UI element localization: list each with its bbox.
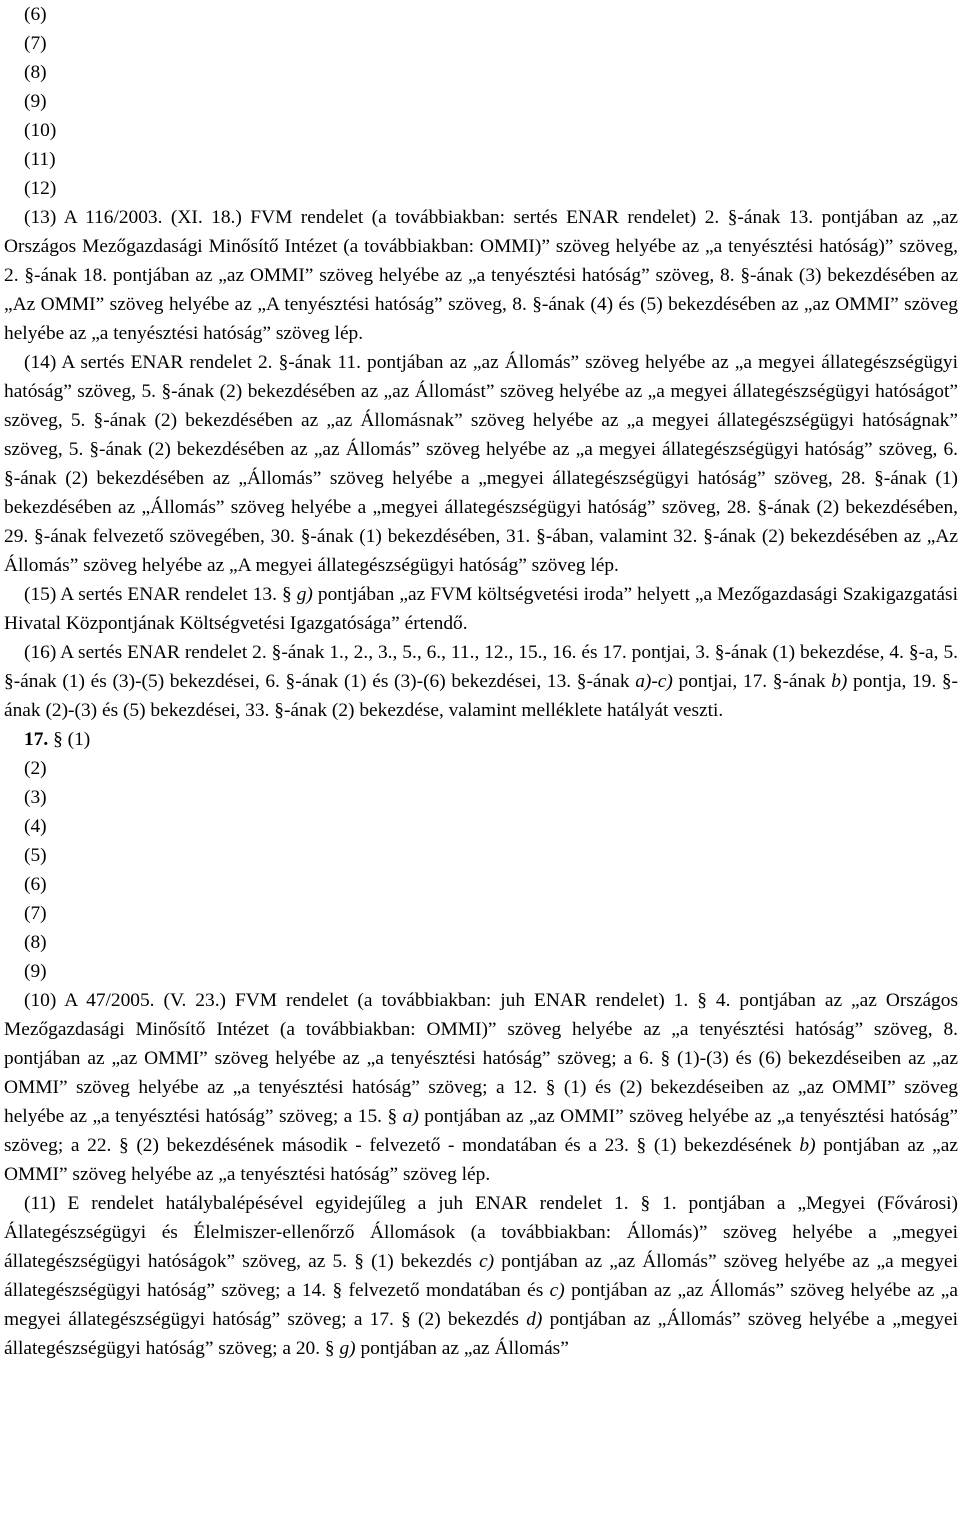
- paragraph-17-10-point-a: a): [402, 1106, 419, 1127]
- paragraph-17-11-point-c: c): [479, 1251, 495, 1272]
- paragraph-17-11-text-e: pontjában az „az Állomás”: [355, 1338, 569, 1359]
- paragraph-16: [4, 638, 960, 725]
- paragraph-17-10-point-b: b): [799, 1135, 816, 1156]
- paragraph-17-11-text-a: (11) E rendelet hatálybalépésével egyidejűleg a juh ENAR rendelet 1. § 1. pontjában a „Megyei (Fővárosi) Állategészségügyi és Élelmiszer-ellenőrző Állomások (a továbbiakban: Állomás)” szöveg helyébe a „megyei állategészségügyi hatóságok” szöveg, az 5. § (1) bekezdés: [4, 1193, 958, 1272]
- paragraph-16-text-c: pontja, 19. §-ának (2)-(3) és (5) bekezdései, 33. §-ának (2) bekezdése, valamint melléklete hatályát veszti.: [4, 671, 959, 721]
- section-number: 17.: [24, 729, 49, 750]
- paragraph-number: (8): [24, 932, 47, 953]
- paragraph-number: (7): [24, 33, 47, 54]
- paragraph-15-point: g): [296, 584, 313, 605]
- paragraph-number: (9): [24, 91, 47, 112]
- paragraph-17-11-text-b: pontjában az „az Állomás” szöveg helyébe az „a megyei állategészségügyi hatóság” szöveg; a 14. § felvezető mondatában és: [4, 1251, 958, 1301]
- paragraph-16-point: b): [831, 671, 848, 692]
- paragraph-17-10-text-a: (10) A 47/2005. (V. 23.) FVM rendelet (a továbbiakban: juh ENAR rendelet) 1. § 4. pontjában az „az Országos Mezőgazdasági Minősítő Intézet (a továbbiakban: OMMI)” szöveg helyébe az „a tenyésztési hatóság” szöveg, 8. pontjában az „az OMMI” szöveg helyébe az „a tenyésztési hatóság” szöveg; a 6. § (1)-(3) és (6) bekezdéseiben az „az OMMI” szöveg helyébe az „a tenyésztési hatóság” szöveg; a 12. § (1) és (2) bekezdéseiben az „az OMMI” szöveg helyébe az „a tenyésztési hatóság” szöveg; a 15. §: [4, 990, 958, 1127]
- paragraph-number: (2): [24, 758, 47, 779]
- paragraph-number: (12): [24, 178, 57, 199]
- paragraph-16-text-b: pontjai, 17. §-ának: [672, 671, 832, 692]
- paragraph-15: [4, 580, 960, 638]
- paragraph-17-10-text-b: pontjában az „az OMMI” szöveg helyébe az „a tenyésztési hatóság” szöveg; a 22. § (2) bekezdésének második - felvezető - mondatában és a 23. § (1) bekezdésének: [4, 1106, 958, 1156]
- paragraph-14: (14) A sertés ENAR rendelet 2. §-ának 11. pontjában az „az Állomás” szöveg helyébe az „a megyei állategészségügyi hatóság” szöveg, 5. §-ának (2) bekezdésében az „az Állomást” szöveg helyébe az „a megyei állategészségügyi hatóságot” szöveg, 5. §-ának (2) bekezdésében az „az Állomásnak” szöveg helyébe az „a megyei állategészségügyi hatóságnak” szöveg, 5. §-ának (2) bekezdésében az „az Állomás” szöveg helyébe az „a megyei állategészségügyi hatóság” szöveg, 6. §-ának (2) bekezdésében az „Állomás” szöveg helyébe a „megyei állategészségügyi hatóság” szöveg, 28. §-ának (1) bekezdésében az „Állomás” szöveg helyébe a „megyei állategészségügyi hatóság” szöveg, 28. §-ának (2) bekezdésében, 29. §-ának felvezető szövegében, 30. §-ának (1) bekezdésében, 31. §-ában, valamint 32. §-ának (2) bekezdésében az „Az Állomás” szöveg helyébe az „A megyei állategészségügyi hatóság” szöveg lép.: [4, 352, 958, 576]
- paragraph-number: (4): [24, 816, 47, 837]
- paragraph-17-11-point-d: d): [526, 1309, 543, 1330]
- paragraph-number: (8): [24, 62, 47, 83]
- paragraph-17-11: [4, 1189, 960, 1363]
- paragraph-number: (9): [24, 961, 47, 982]
- paragraph-15-text-a: (15) A sertés ENAR rendelet 13. §: [24, 584, 297, 605]
- paragraph-number: (3): [24, 787, 47, 808]
- paragraph-15-text-b: pontjában „az FVM költségvetési iroda” helyett „a Mezőgazdasági Szakigazgatási Hivatal Központjának Költségvetési Igazgatósága” értendő.: [4, 584, 958, 634]
- paragraph-17-11-text-d: pontjában az „Állomás” szöveg helyébe a „megyei állategészségügyi hatóság” szöveg; a 20. §: [4, 1309, 958, 1359]
- paragraph-number: (6): [24, 874, 47, 895]
- paragraph-16-text-a: (16) A sertés ENAR rendelet 2. §-ának 1., 2., 3., 5., 6., 11., 12., 15., 16. és 17. pontjai, 3. §-ának (1) bekezdése, 4. §-a, 5. §-ának (1) és (3)-(5) bekezdései, 6. §-ának (1) és (3)-(6) bekezdései, 13. §-ának: [4, 642, 958, 692]
- paragraph-17-10: [4, 986, 960, 1189]
- paragraph-17-11-point-c2: c): [549, 1280, 565, 1301]
- paragraph-number: (7): [24, 903, 47, 924]
- paragraph-17-10-text-c: pontjában az „az OMMI” szöveg helyébe az „a tenyésztési hatóság” szöveg lép.: [4, 1135, 958, 1185]
- paragraph-16-points: a)-c): [635, 671, 673, 692]
- paragraph-number: (11): [24, 149, 56, 170]
- paragraph-number: (5): [24, 845, 47, 866]
- paragraph-number: (6): [24, 4, 47, 25]
- paragraph-number: (10): [24, 120, 57, 141]
- paragraph-13: (13) A 116/2003. (XI. 18.) FVM rendelet (a továbbiakban: sertés ENAR rendelet) 2. §-ának 13. pontjában az „az Országos Mezőgazdasági Minősítő Intézet (a továbbiakban: OMMI)” szöveg helyébe az „a tenyésztési hatóság)” szöveg, 2. §-ának 18. pontjában az „az OMMI” szöveg helyébe az „a tenyésztési hatóság” szöveg, 8. §-ának (3) bekezdésében az „Az OMMI” szöveg helyébe az „A tenyésztési hatóság” szöveg, 8. §-ának (4) és (5) bekezdésében az „az OMMI” szöveg helyébe az „a tenyésztési hatóság” szöveg lép.: [4, 207, 958, 344]
- paragraph-17-11-text-c: pontjában az „az Állomás” szöveg helyébe az „a megyei állategészségügyi hatóság” szöveg; a 17. § (2) bekezdés: [4, 1280, 958, 1330]
- paragraph-17-11-point-g: g): [339, 1338, 356, 1359]
- section-subparagraph: § (1): [48, 729, 91, 750]
- section-heading: [4, 725, 960, 754]
